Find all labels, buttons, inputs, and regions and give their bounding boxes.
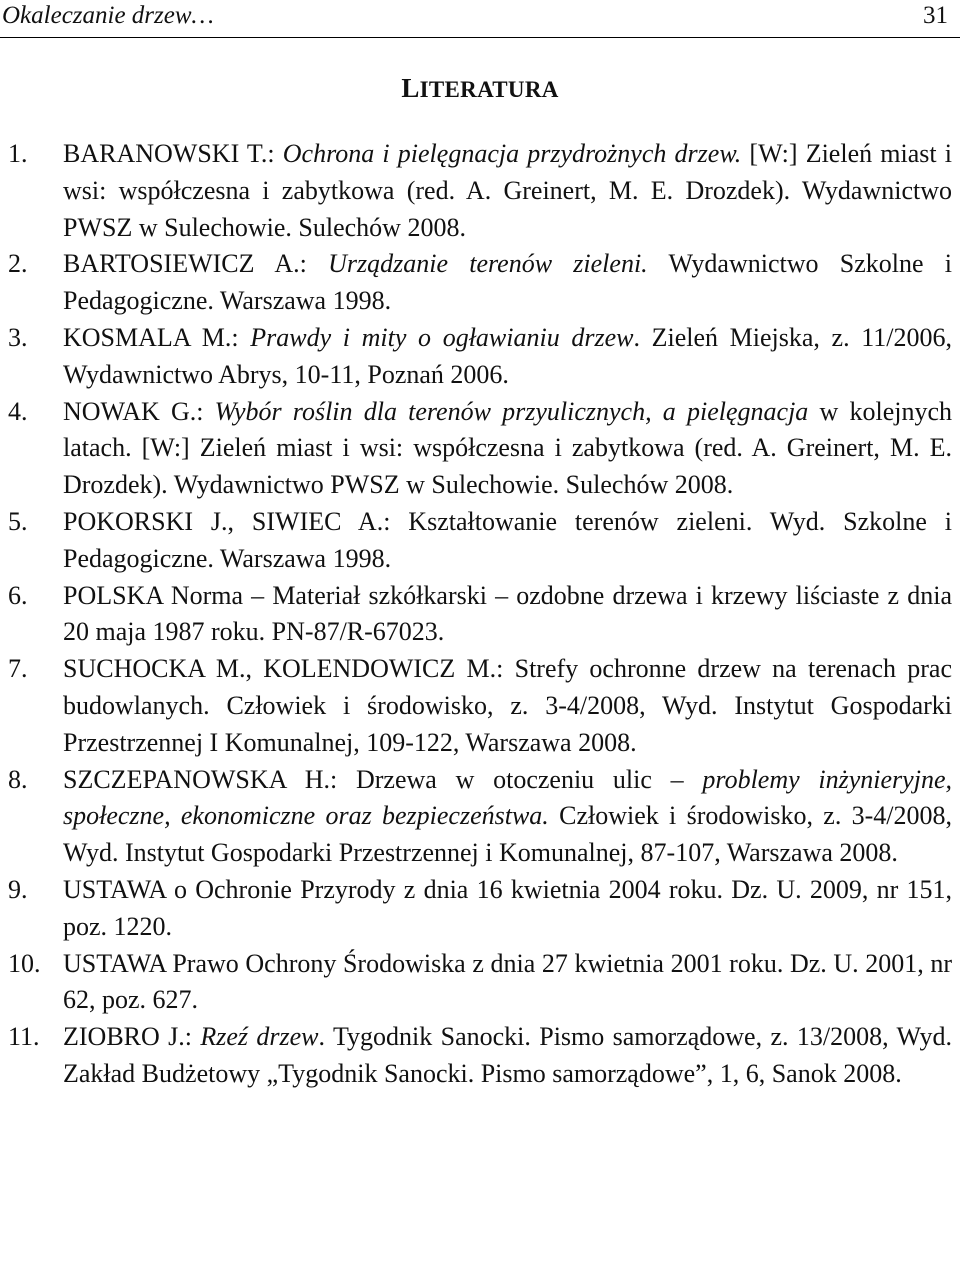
reference-number: 6. bbox=[8, 580, 28, 610]
reference-text bbox=[63, 504, 952, 578]
reference-text-part: [W:] Zieleń miast i wsi: współczesna i zabytkowa (red. A. Greinert, M. E. Drozdek). Wydawnictwo PWSZ w Sulechowie. Sulechów 2008. bbox=[63, 139, 952, 242]
reference-text bbox=[63, 1019, 952, 1093]
reference-number: 4. bbox=[8, 396, 28, 426]
reference-number: 5. bbox=[8, 506, 28, 536]
reference-text-part: SUCHOCKA M., KOLENDOWICZ M.: Strefy ochronne drzew na terenach prac budowlanych. Człowiek i środowisko, z. 3-4/2008, Wyd. Instytut Gospodarki Przestrzennej I Komunalnej, 109-122, Warszawa 2008. bbox=[63, 654, 952, 757]
reference-text bbox=[63, 651, 952, 761]
reference-title-italic: Urządzanie terenów zieleni. bbox=[328, 249, 648, 279]
reference-item bbox=[0, 946, 960, 1020]
reference-item bbox=[0, 651, 960, 761]
reference-item bbox=[0, 320, 960, 394]
reference-title-italic: Wybór roślin dla terenów przyulicznych, a pielęgnacja bbox=[214, 396, 809, 426]
reference-text bbox=[63, 872, 952, 946]
reference-text-part: POLSKA Norma – Materiał szkółkarski – ozdobne drzewa i krzewy liściaste z dnia 20 maja 1987 roku. PN-87/R-67023. bbox=[63, 580, 952, 647]
reference-text-part: Człowiek i środowisko, z. 3-4/2008, Wyd. Instytut Gospodarki Przestrzennej i Komunalnej, 87-107, Warszawa 2008. bbox=[63, 801, 953, 868]
reference-item bbox=[0, 872, 960, 946]
reference-item bbox=[0, 504, 960, 578]
reference-text-part: POKORSKI J., SIWIEC A.: Kształtowanie terenów zieleni. Wyd. Szkolne i Pedagogiczne. Warszawa 1998. bbox=[63, 506, 952, 573]
reference-text-part: BARANOWSKI T.: bbox=[63, 139, 283, 168]
reference-text-part: Wydawnictwo Szkolne i Pedagogiczne. Warszawa 1998. bbox=[63, 249, 953, 316]
reference-text-part: USTAWA Prawo Ochrony Środowiska z dnia 27 kwietnia 2001 roku. Dz. U. 2001, nr 62, poz. 627. bbox=[63, 948, 952, 1015]
reference-text-part: NOWAK G.: bbox=[63, 396, 215, 426]
reference-item bbox=[0, 1019, 960, 1093]
reference-text bbox=[63, 946, 952, 1020]
reference-title-italic: problemy inżynieryjne, społeczne, ekonomiczne oraz bezpieczeństwa. bbox=[63, 764, 952, 831]
reference-item bbox=[0, 246, 960, 320]
reference-item bbox=[0, 394, 960, 504]
reference-text bbox=[63, 578, 952, 652]
reference-title-italic: Ochrona i pielęgnacja przydrożnych drzew. bbox=[282, 139, 742, 168]
section-title: LITERATURA bbox=[401, 73, 559, 103]
reference-text-part: SZCZEPANOWSKA H.: Drzewa w otoczeniu ulic – bbox=[63, 764, 703, 794]
reference-text-part: . Tygodnik Sanocki. Pismo samorządowe, z. 13/2008, Wyd. Zakład Budżetowy „Tygodnik Sanocki. Pismo samorządowe”, 1, 6, Sanok 2008. bbox=[63, 1022, 952, 1088]
reference-number: 10. bbox=[8, 948, 41, 978]
reference-text-part: USTAWA o Ochronie Przyrody z dnia 16 kwietnia 2004 roku. Dz. U. 2009, nr 151, poz. 1220. bbox=[63, 874, 952, 941]
reference-number: 7. bbox=[8, 654, 28, 684]
reference-title-italic: Prawdy i mity o ogławianiu drzew bbox=[250, 322, 634, 352]
reference-number: 2. bbox=[8, 249, 28, 279]
reference-text-part: ZIOBRO J.: bbox=[63, 1022, 201, 1052]
reference-text-part: . Zieleń Miejska, z. 11/2006, Wydawnictwo Abrys, 10-11, Poznań 2006. bbox=[63, 322, 952, 389]
reference-number: 11. bbox=[8, 1022, 40, 1052]
header-rule bbox=[0, 37, 960, 38]
reference-text-part: w kolejnych latach. [W:] Zieleń miast i wsi: współczesna i zabytkowa (red. A. Greinert, M. E. Drozdek). Wydawnictwo PWSZ w Sulechowie. Sulechów 2008. bbox=[63, 396, 952, 500]
reference-item bbox=[0, 136, 960, 246]
reference-item bbox=[0, 762, 960, 872]
reference-number: 1. bbox=[8, 139, 28, 168]
page-header bbox=[0, 0, 960, 38]
reference-text bbox=[63, 394, 952, 504]
reference-text-part: BARTOSIEWICZ A.: bbox=[63, 249, 329, 279]
reference-item bbox=[0, 578, 960, 652]
reference-number: 3. bbox=[8, 322, 28, 352]
running-title: Okaleczanie drzew… bbox=[2, 2, 214, 29]
reference-text-part: KOSMALA M.: bbox=[63, 322, 251, 352]
reference-number: 8. bbox=[8, 764, 28, 794]
page-number: 31 bbox=[923, 2, 948, 29]
reference-title-italic: Rzeź drzew bbox=[200, 1022, 319, 1052]
reference-text bbox=[63, 136, 952, 246]
reference-number: 9. bbox=[8, 874, 28, 904]
reference-text bbox=[63, 246, 952, 320]
reference-list bbox=[0, 136, 960, 1093]
reference-text bbox=[63, 762, 952, 872]
reference-text bbox=[63, 320, 952, 394]
